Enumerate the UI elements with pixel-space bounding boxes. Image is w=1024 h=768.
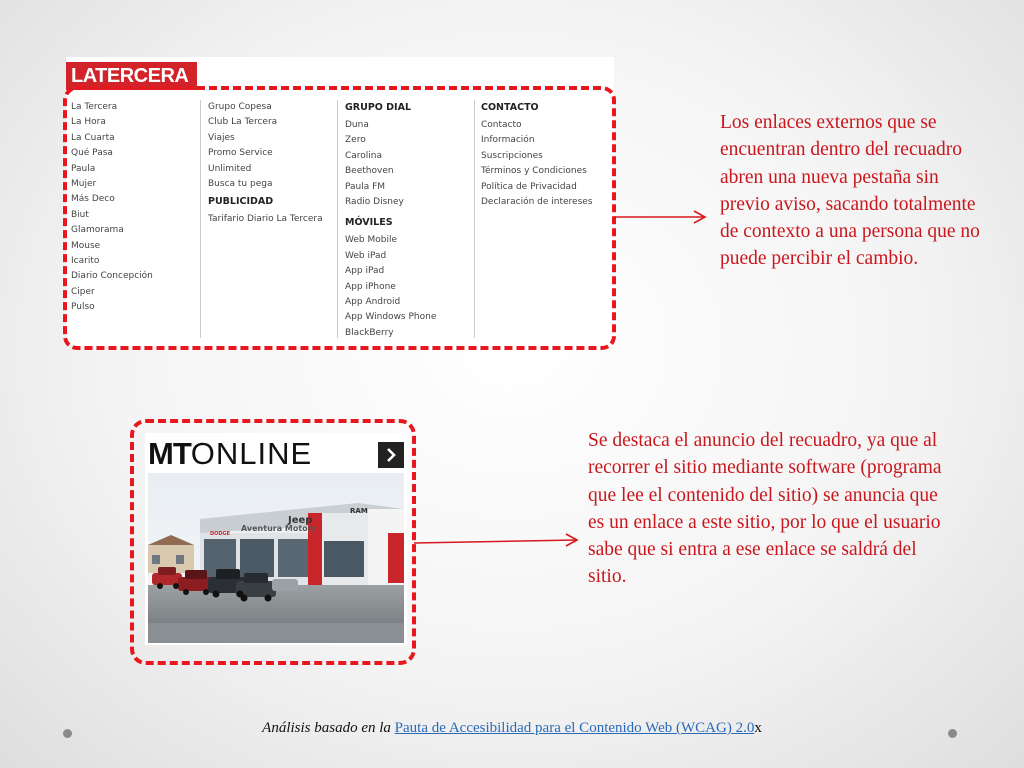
footer-heading-contacto: CONTACTO	[481, 102, 539, 113]
footer-link[interactable]: Mouse	[71, 240, 101, 251]
footer-link[interactable]: La Cuarta	[71, 132, 115, 143]
footer-link[interactable]: Ciper	[71, 286, 95, 297]
footer-link[interactable]: Viajes	[208, 132, 235, 143]
sign-brand-2: RAM	[350, 507, 368, 515]
callout-ad: Se destaca el anuncio del recuadro, ya que al recorrer el sitio mediante software (programa que lee el contenido del sitio) se anuncia que es un enlace a este sitio, por lo que el usuario sabe que si entra a ese enlace se saldrá del sitio.	[588, 430, 942, 588]
footer-link[interactable]: Web iPad	[345, 250, 387, 261]
footer-link[interactable]: Qué Pasa	[71, 148, 113, 159]
mtonline-logo-bold: MT	[148, 436, 191, 471]
footer-link[interactable]: Radio Disney	[345, 196, 404, 207]
footer-link[interactable]: Duna	[345, 120, 369, 130]
footer-link[interactable]: Icarito	[71, 255, 100, 266]
footer-link[interactable]: La Hora	[71, 117, 106, 128]
latercera-logo: LATERCERA	[66, 62, 197, 90]
footer-link[interactable]: App Windows Phone	[345, 312, 437, 323]
footer-link[interactable]: La Tercera	[71, 102, 118, 112]
footnote-suffix: x	[754, 720, 762, 736]
footer-link[interactable]: Unlimited	[208, 163, 252, 174]
sign-brand-1: Jeep	[288, 515, 313, 526]
footer-link[interactable]: Beethoven	[345, 166, 394, 177]
footer-link[interactable]: Busca tu pega	[208, 178, 273, 189]
footer-link[interactable]: Política de Privacidad	[481, 181, 577, 192]
mtonline-logo-thin: ONLINE	[190, 436, 313, 471]
wcag-link[interactable]: Pauta de Accesibilidad para el Contenido Web (WCAG) 2.0	[394, 720, 755, 736]
footer-link[interactable]: Contacto	[481, 120, 522, 130]
footer-link[interactable]: Paula	[71, 163, 96, 174]
sign-dealer: Aventura Motors	[241, 524, 317, 533]
source-footnote	[0, 720, 1024, 737]
footer-link[interactable]: Biut	[71, 209, 89, 220]
footer-heading-grupo-dial: GRUPO DIAL	[345, 102, 411, 113]
arrow-right-icon	[414, 534, 577, 546]
footer-link[interactable]: Glamorama	[71, 225, 124, 236]
footer-link[interactable]: Términos y Condiciones	[481, 166, 587, 177]
slide-dot-left	[63, 729, 72, 738]
footer-heading-moviles: MÓVILES	[345, 217, 393, 229]
footer-link[interactable]: Club La Tercera	[208, 117, 278, 128]
slide-dot-right	[948, 729, 957, 738]
footer-link[interactable]: Paula FM	[345, 181, 386, 192]
footer-link[interactable]: Zero	[345, 135, 366, 146]
arrow-right-icon	[614, 211, 705, 223]
footer-link[interactable]: BlackBerry	[345, 327, 394, 338]
footer-link[interactable]: Web Mobile	[345, 235, 398, 246]
footer-link[interactable]: App Android	[345, 296, 401, 307]
sign-brand-3: DODGE	[210, 531, 231, 537]
footer-link[interactable]: Tarifario Diario La Tercera	[208, 214, 323, 225]
footer-link[interactable]: App iPhone	[345, 281, 396, 292]
footer-link[interactable]: Carolina	[345, 150, 383, 161]
footer-link[interactable]: Pulso	[71, 302, 95, 313]
highlight-box-ad	[130, 419, 416, 665]
footer-link[interactable]: Suscripciones	[481, 150, 543, 161]
footer-link[interactable]: Declaración de intereses	[481, 196, 593, 207]
footer-link[interactable]: Más Deco	[71, 194, 115, 205]
footer-link[interactable]: Promo Service	[208, 148, 273, 159]
footer-heading-publicidad: PUBLICIDAD	[208, 196, 274, 208]
footer-link[interactable]: Información	[481, 135, 535, 146]
footer-link[interactable]: Mujer	[71, 178, 97, 189]
highlight-box-external-links	[63, 86, 616, 350]
footer-link[interactable]: Diario Concepción	[71, 271, 153, 282]
callout-external-links: Los enlaces externos que se encuentran dentro del recuadro abren una nueva pestaña sin previo aviso, sacando totalmente de contexto a una persona que no puede percibir el cambio.	[720, 112, 980, 270]
footer-link[interactable]: Grupo Copesa	[208, 102, 272, 112]
footer-link[interactable]: App iPad	[345, 266, 385, 277]
footnote-prefix: Análisis basado en la	[262, 720, 395, 736]
